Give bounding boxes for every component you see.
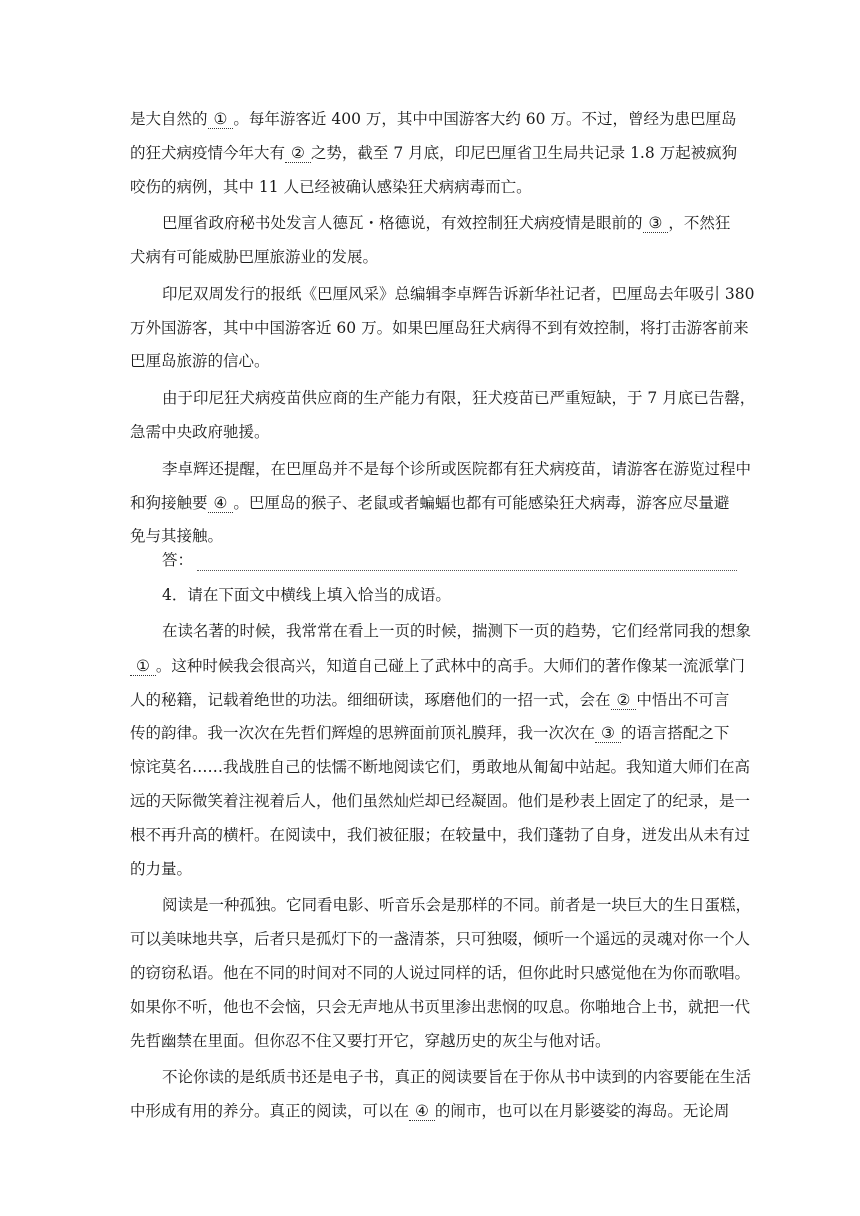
text-line: 巴厘岛旅游的信心。 — [130, 352, 270, 370]
text-line: 犬病有可能威胁巴厘旅游业的发展。 — [130, 248, 379, 266]
text-line: 是大自然的 ① 。每年游客近 400 万，其中中国游客大约 60 万。不过，曾经为患巴厘岛 — [130, 110, 737, 128]
text-line: 根不再升高的横杆。在阅读中，我们被征服；在较量中，我们蓬勃了自身，迸发出从未有过 — [130, 826, 751, 844]
answer-blank[interactable] — [197, 554, 737, 571]
text-line: 万外国游客，其中中国游客近 60 万。如果巴厘岛狂犬病得不到有效控制，将打击游客前来 — [130, 319, 749, 337]
text-line: 中形成有用的养分。真正的阅读，可以在 ④ 的闹市，也可以在月影婆娑的海岛。无论周 — [130, 1102, 730, 1120]
text-line: 的狂犬病疫情今年大有 ② 之势，截至 7 月底，印尼巴厘省卫生局共记录 1.8 万起被疯狗 — [130, 144, 738, 162]
text-line: 咬伤的病例，其中 11 人已经被确认感染狂犬病病毒而亡。 — [130, 178, 532, 196]
q4-blank-3: ③ — [595, 724, 621, 743]
text-line: 免与其接触。 — [130, 527, 224, 545]
text-line: 惊诧莫名……我战胜自己的怯懦不断地阅读它们，勇敢地从匍匐中站起。我知道大师们在高 — [130, 758, 751, 776]
answer-label: 答： — [162, 551, 194, 569]
text-line: 李卓辉还提醒，在巴厘岛并不是每个诊所或医院都有狂犬病疫苗，请游客在游览过程中 — [162, 460, 752, 478]
text-line: 巴厘省政府秘书处发言人德瓦・格德说，有效控制狂犬病疫情是眼前的 ③ ，不然狂 — [162, 214, 731, 232]
text-line: ① 。这种时候我会很高兴，知道自己碰上了武林中的高手。大师们的著作像某一流派掌门 — [130, 655, 745, 677]
blank-3: ③ — [643, 214, 669, 233]
q4-blank-2: ② — [611, 691, 637, 710]
text-line: 如果你不听，他也不会恼，只会无声地从书页里渗出悲悯的叹息。你啪地合上书，就把一代 — [130, 998, 751, 1016]
text-line: 印尼双周发行的报纸《巴厘风采》总编辑李卓辉告诉新华社记者，巴厘岛去年吸引 380 — [162, 285, 755, 303]
text-line: 远的天际微笑着注视着后人，他们虽然灿烂却已经凝固。他们是秒表上固定了的纪录，是一 — [130, 792, 751, 810]
q4-blank-4: ④ — [409, 1102, 435, 1121]
answer-line — [162, 549, 737, 571]
text-line: 的力量。 — [130, 860, 193, 878]
question-4-title: 4．请在下面文中横线上填入恰当的成语。 — [162, 586, 451, 604]
text-line: 的窃窃私语。他在不同的时间对不同的人说过同样的话，但你此时只感觉他在为你而歌唱。 — [130, 964, 751, 982]
text-line: 急需中央政府驰援。 — [130, 423, 270, 441]
blank-2: ② — [285, 144, 311, 163]
blank-1: ① — [208, 110, 234, 129]
text-line: 不论你读的是纸质书还是电子书，真正的阅读要旨在于你从书中读到的内容要能在生活 — [162, 1068, 752, 1086]
text-line: 由于印尼狂犬病疫苗供应商的生产能力有限，狂犬疫苗已严重短缺，于 7 月底已告罄， — [162, 389, 756, 407]
text-line: 传的韵律。我一次次在先哲们辉煌的思辨面前顶礼膜拜，我一次次在 ③ 的语言搭配之下 — [130, 724, 730, 742]
text-line: 阅读是一种孤独。它同看电影、听音乐会是那样的不同。前者是一块巨大的生日蛋糕， — [162, 896, 752, 914]
text-line: 和狗接触要 ④ 。巴厘岛的猴子、老鼠或者蝙蝠也都有可能感染狂犬病毒，游客应尽量避 — [130, 494, 730, 512]
blank-4: ④ — [208, 494, 234, 513]
q4-blank-1: ① — [130, 657, 156, 676]
text-line: 在读名著的时候，我常常在看上一页的时候，揣测下一页的趋势，它们经常同我的想象 — [162, 622, 752, 640]
text-line: 先哲幽禁在里面。但你忍不住又要打开它，穿越历史的灰尘与他对话。 — [130, 1032, 611, 1050]
text-line: 人的秘籍，记载着绝世的功法。细细研读，琢磨他们的一招一式，会在 ② 中悟出不可言 — [130, 691, 730, 709]
text-line: 可以美味地共享，后者只是孤灯下的一盏清茶，只可独啜，倾听一个遥远的灵魂对你一个人 — [130, 930, 751, 948]
